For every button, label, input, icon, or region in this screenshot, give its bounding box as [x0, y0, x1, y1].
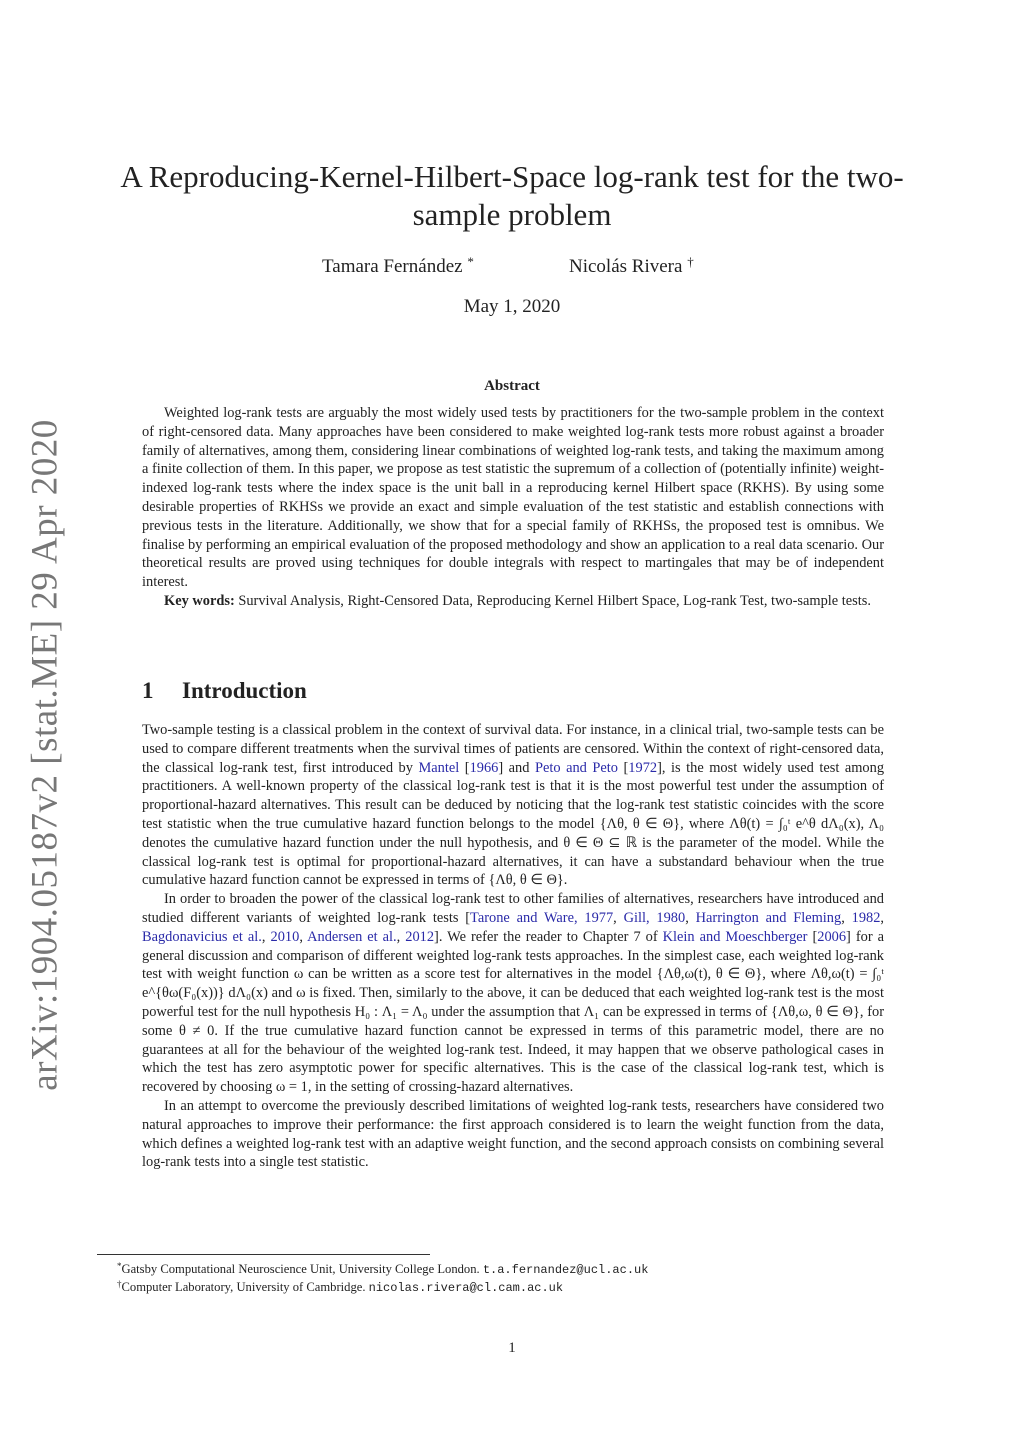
arxiv-identifier-sidebar: [20, 419, 70, 1091]
text-run: ] and: [498, 759, 535, 776]
text-run: ], is the most widely used test among practitioners. A well-known property of the classical log-rank test is that it is the most powerful test under the assumption of proportional-hazard alternatives. This result can be deduced by noticing that the log-rank test statistic coincides with the score test statistic when the true cumulative hazard function belongs to the model {Λθ, θ ∈ Θ}, where Λθ(t) = ∫₀ᵗ e^θ dΛ₀(x), Λ₀ denotes the cumulative hazard function under the null hypothesis, and θ ∈ Θ ⊆ ℝ is the parameter of the model. While the classical log-rank test is optimal for proportional-hazard alternatives, it can have a substandard behaviour when the true cumulative hazard function cannot be expressed in terms of {Λθ, θ ∈ Θ}.: [142, 759, 885, 889]
text-run: ,: [841, 909, 852, 926]
text-run: ] for a general discussion and comparison of different weighted log-rank tests approaches. In the simplest case, each weighted log-rank test with weight function ω can be written as a score test for alternatives in the model {Λθ,ω(t), θ ∈ Θ}, where Λθ,ω(t) = ∫₀ᵗ e^{θω(F₀(x))} dΛ₀(x) and ω is fixed. Then, similarly to the above, it can be deduced that each weighted log-rank test is the most powerful test for the null hypothesis H₀ : Λ₁ = Λ₀ under the assumption that Λ₁ can be expressed in terms of {Λθ,ω, θ ∈ Θ}, for some θ ≠ 0. If the true cumulative hazard function cannot be expressed in terms of this parametric model, there are no guarantees at all for the behaviour of the weighted log-rank test. Indeed, it may happen that we observe pathological cases in which the test has zero asymptotic power for specific alternatives. This is the case of the classical log-rank test, which is recovered by choosing ω = 1, in the setting of crossing-hazard alternatives.: [142, 928, 884, 1096]
page-number: 1: [508, 1340, 516, 1356]
author-list: [0, 256, 1024, 280]
footnote-1-email[interactable]: t.a.fernandez@ucl.ac.uk: [482, 1263, 649, 1277]
citation-link[interactable]: Harrington and Fleming: [695, 909, 842, 926]
author-2-name: Nicolás Rivera: [569, 256, 683, 277]
footnote-2-mark: †: [117, 1279, 122, 1289]
text-run: ]. We refer the reader to Chapter 7 of: [434, 928, 663, 945]
text-run: ,: [685, 909, 696, 926]
section-heading: [142, 678, 307, 704]
footnote-2-email[interactable]: nicolas.rivera@cl.cam.ac.uk: [368, 1281, 564, 1295]
footnote-1: [117, 1261, 917, 1279]
text-run: [: [617, 759, 629, 776]
text-run: ,: [261, 928, 271, 945]
paper-date: May 1, 2020: [463, 296, 561, 317]
introduction-body: [142, 721, 884, 1172]
abstract-body: [142, 404, 884, 611]
keywords-label: Key words:: [164, 592, 235, 609]
citation-link[interactable]: Mantel: [418, 759, 460, 776]
footnote-1-text: Gatsby Computational Neuroscience Unit, University College London.: [121, 1262, 483, 1276]
citation-link[interactable]: 2012: [405, 928, 435, 945]
author-1: [322, 256, 474, 278]
citation-link[interactable]: 2006: [817, 928, 847, 945]
paragraph-2: [142, 890, 884, 1097]
citation-link[interactable]: Bagdonavicius et al.: [142, 928, 262, 945]
citation-link[interactable]: Andersen et al.: [307, 928, 397, 945]
paragraph-3: In an attempt to overcome the previously described limitations of weighted log-rank tests, researchers have considered two natural approaches to improve their performance: the first approach considered is to learn the weight function from the data, which defines a weighted log-rank test with an adaptive weight function, and the second approach consists on combining several log-rank tests into a single test statistic.: [142, 1097, 884, 1171]
paragraph-1: [142, 721, 884, 890]
footnote-1-mark: *: [117, 1261, 122, 1271]
text-run: ,: [299, 928, 308, 945]
abstract-heading: Abstract: [484, 378, 540, 394]
footnote-2-text: Computer Laboratory, University of Cambridge.: [121, 1280, 369, 1294]
citation-link[interactable]: Peto and Peto: [534, 759, 618, 776]
citation-link[interactable]: Gill, 1980: [623, 909, 686, 926]
section-number: 1: [142, 678, 154, 703]
text-run: ,: [396, 928, 406, 945]
citation-link[interactable]: 1982: [851, 909, 881, 926]
text-run: ,: [880, 909, 885, 926]
text-run: Two-sample testing is a classical problem in the context of survival data. For instance, in a clinical trial, two-sample tests can be used to compare different treatments when the survival times of patients are censored. Within the context of right-censored data, the classical log-rank test, first introduced by: [142, 722, 884, 776]
footnote-2: [117, 1279, 917, 1297]
author-1-name: Tamara Fernández: [322, 256, 463, 277]
section-title: Introduction: [182, 678, 307, 703]
footnotes: [117, 1261, 917, 1297]
author-1-mark: *: [467, 254, 474, 269]
keywords: [142, 592, 884, 611]
author-2-mark: †: [687, 254, 694, 269]
citation-link[interactable]: 1972: [628, 759, 658, 776]
paper-title: A Reproducing-Kernel-Hilbert-Space log-rank test for the two-sample problem: [120, 159, 904, 232]
arxiv-identifier: arXiv:1904.05187v2 [stat.ME] 29 Apr 2020: [24, 419, 66, 1091]
keywords-text: Survival Analysis, Right-Censored Data, Reproducing Kernel Hilbert Space, Log-rank Test, two-sample tests.: [238, 592, 871, 609]
author-2: [569, 256, 694, 278]
abstract-text: Weighted log-rank tests are arguably the most widely used tests by practitioners for the two-sample problem in the context of right-censored data. Many approaches have been considered to make weighted log-rank tests more robust against a broader family of alternatives, among them, considering linear combinations of weighted log-rank tests, and taking the maximum among a finite collection of them. In this paper, we propose as test statistic the supremum of a collection of (potentially infinite) weight-indexed log-rank tests where the index space is the unit ball in a reproducing kernel Hilbert space (RKHS). By using some desirable properties of RKHSs we provide an exact and simple evaluation of the test statistic and establish connections with previous tests in the literature. Additionally, we show that for a special family of RKHSs, the proposed test is omnibus. We finalise by performing an empirical evaluation of the proposed methodology and show an application to a real data scenario. Our theoretical results are proved using techniques for double integrals with respect to martingales that may be of independent interest.: [142, 405, 884, 591]
text-run: [: [459, 759, 470, 776]
footnote-rule: [97, 1254, 430, 1255]
citation-link[interactable]: 1966: [469, 759, 499, 776]
citation-link[interactable]: Tarone and Ware, 1977: [470, 909, 614, 926]
text-run: In order to broaden the power of the classical log-rank test to other families of alternatives, researchers have introduced and studied different variants of weighted log-rank tests [: [142, 891, 884, 926]
text-run: [: [807, 928, 818, 945]
citation-link[interactable]: Klein and Moeschberger: [662, 928, 808, 945]
text-run: ,: [613, 909, 624, 926]
citation-link[interactable]: 2010: [270, 928, 300, 945]
